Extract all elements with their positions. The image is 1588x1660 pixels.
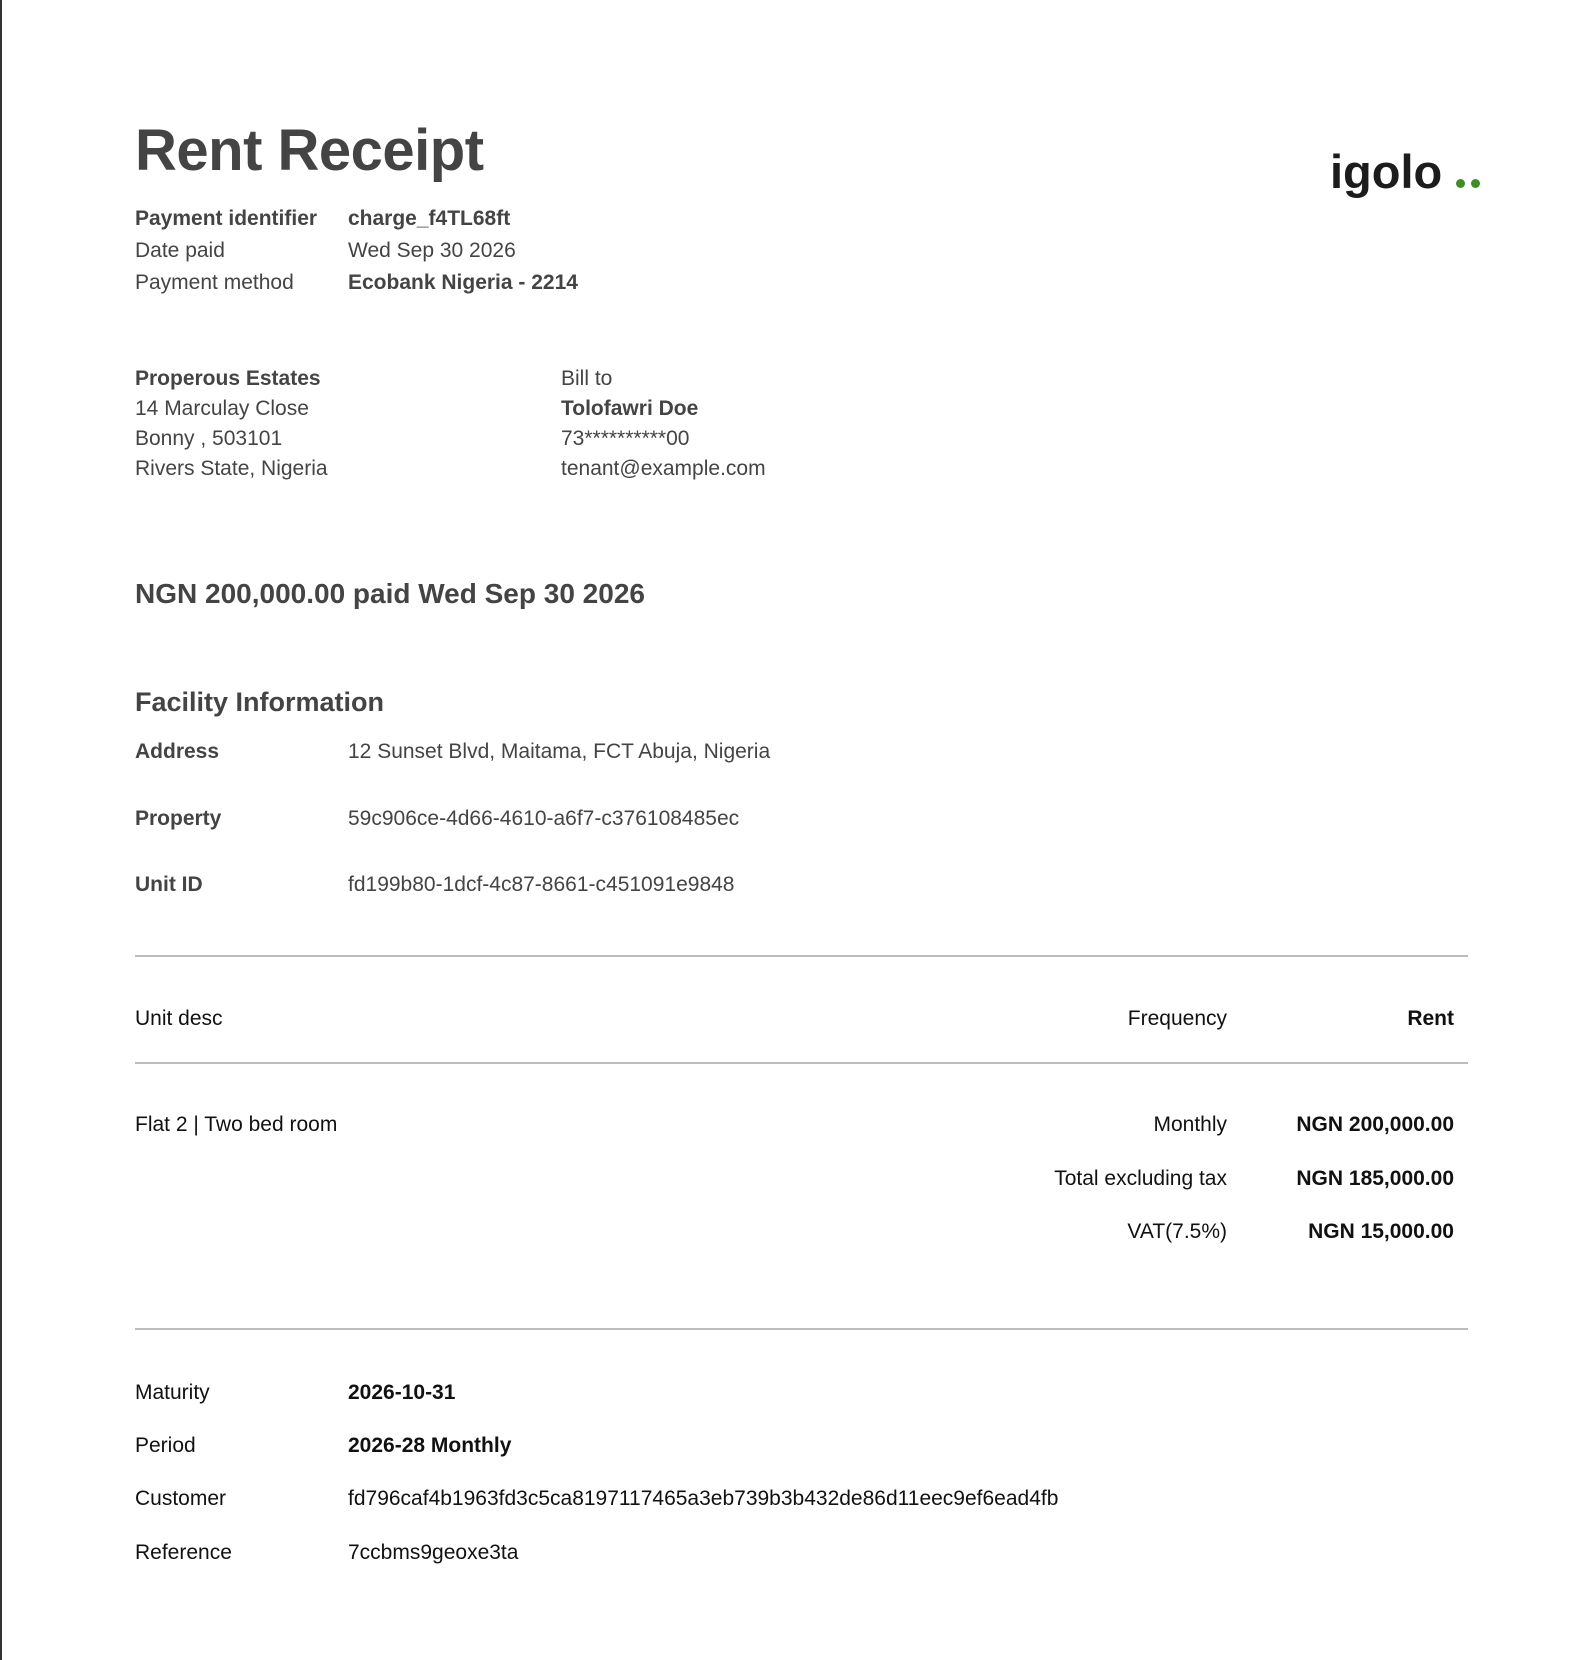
header-rent: Rent	[1407, 1007, 1454, 1030]
landlord-city: Bonny , 503101	[135, 427, 283, 450]
reference-value: 7ccbms9geoxe3ta	[348, 1541, 519, 1564]
total-excl-tax-label: Total excluding tax	[1054, 1167, 1227, 1190]
customer-label: Customer	[135, 1487, 227, 1510]
customer-value: fd796caf4b1963fd3c5ca8197117465a3eb739b3b432de86d11eec9ef6ead4fb	[348, 1487, 1059, 1510]
payment-identifier-value: charge_f4TL68ft	[348, 207, 511, 230]
row-rent: NGN 200,000.00	[1296, 1113, 1454, 1136]
page-title: Rent Receipt	[135, 118, 484, 183]
maturity-label: Maturity	[135, 1381, 210, 1404]
bill-to-label: Bill to	[561, 367, 613, 390]
row-unit-desc: Flat 2 | Two bed room	[135, 1113, 338, 1136]
period-value: 2026-28 Monthly	[348, 1434, 512, 1457]
facility-section-title: Facility Information	[135, 687, 385, 717]
vat-label: VAT(7.5%)	[1127, 1220, 1227, 1243]
date-paid-label: Date paid	[135, 239, 225, 262]
date-paid-value: Wed Sep 30 2026	[348, 239, 516, 262]
tenant-email: tenant@example.com	[561, 457, 766, 480]
facility-property-label: Property	[135, 807, 222, 830]
logo-dots-icon	[1456, 179, 1480, 188]
table-top-divider	[135, 955, 1468, 957]
period-label: Period	[135, 1434, 196, 1457]
tenant-name: Tolofawri Doe	[561, 397, 699, 420]
facility-address-value: 12 Sunset Blvd, Maitama, FCT Abuja, Nigeria	[348, 740, 771, 763]
facility-address-label: Address	[135, 740, 220, 763]
payment-identifier-label: Payment identifier	[135, 207, 318, 230]
landlord-street: 14 Marculay Close	[135, 397, 309, 420]
header-unit-desc: Unit desc	[135, 1007, 223, 1030]
maturity-value: 2026-10-31	[348, 1381, 456, 1404]
table-bottom-divider	[135, 1328, 1468, 1330]
facility-unit-value: fd199b80-1dcf-4c87-8661-c451091e9848	[348, 873, 735, 896]
amount-paid-summary: NGN 200,000.00 paid Wed Sep 30 2026	[135, 578, 645, 609]
page-left-border	[0, 0, 2, 1660]
payment-method-label: Payment method	[135, 271, 294, 294]
reference-label: Reference	[135, 1541, 232, 1564]
total-excl-tax-value: NGN 185,000.00	[1296, 1167, 1454, 1190]
vat-value: NGN 15,000.00	[1308, 1220, 1454, 1243]
logo-text: igolo	[1330, 145, 1443, 198]
row-frequency: Monthly	[1153, 1113, 1227, 1136]
payment-method-value: Ecobank Nigeria - 2214	[348, 271, 578, 294]
facility-unit-label: Unit ID	[135, 873, 203, 896]
logo-dot	[1471, 179, 1480, 188]
header-frequency: Frequency	[1127, 1007, 1227, 1030]
tenant-phone: 73**********00	[561, 427, 690, 450]
table-header-divider	[135, 1062, 1468, 1064]
logo-dot	[1456, 179, 1465, 188]
landlord-region: Rivers State, Nigeria	[135, 457, 328, 480]
facility-property-value: 59c906ce-4d66-4610-a6f7-c376108485ec	[348, 807, 740, 830]
landlord-name: Properous Estates	[135, 367, 321, 390]
igolo-logo	[1330, 144, 1480, 200]
